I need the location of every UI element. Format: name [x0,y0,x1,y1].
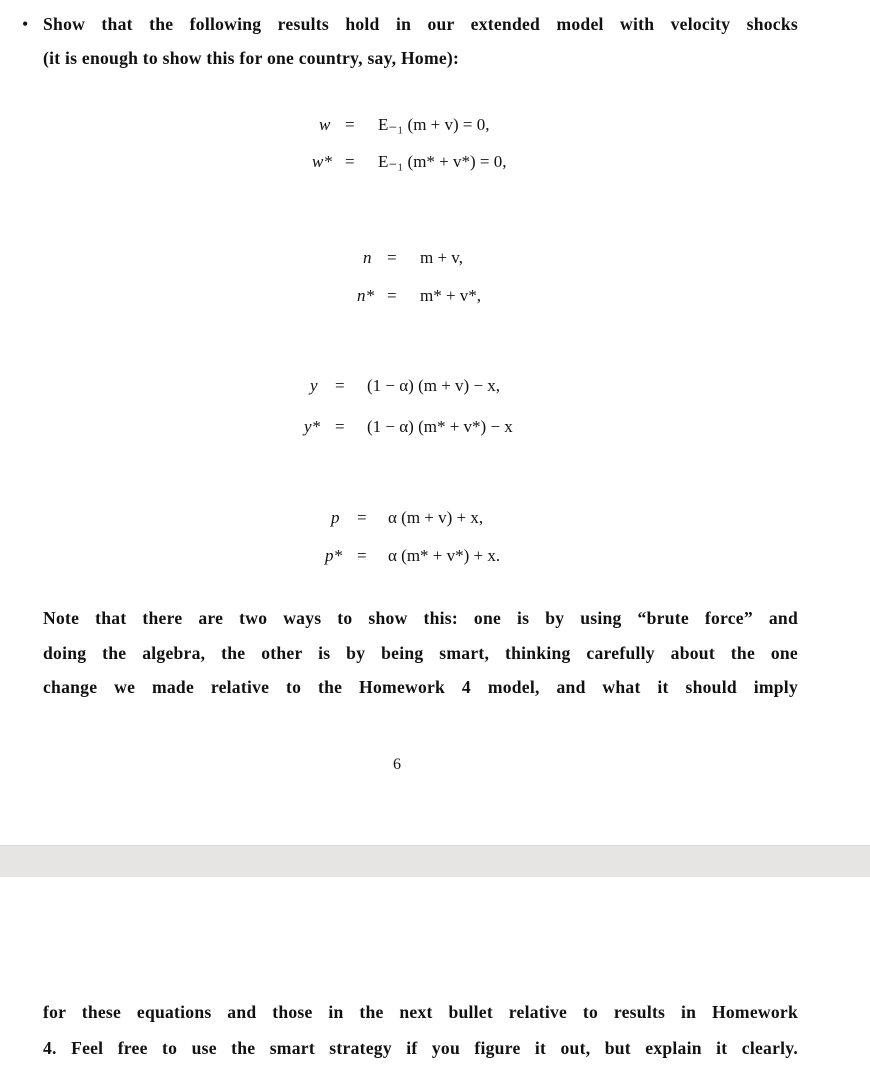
equation-lhs: w [319,115,331,134]
equation-rhs: E₋₁ (m + v) = 0, [378,115,490,134]
equation-equals: = [335,417,345,436]
bullet-marker: • [22,14,29,34]
note-line-1: Note that there are two ways to show this: one is by using “brute force” and [43,608,798,628]
page-separator [0,845,870,877]
equation-equals: = [357,546,367,565]
equation-lhs: y [310,376,318,395]
equation-equals: = [387,286,397,305]
equation-equals: = [345,115,355,134]
note-line-2: doing the algebra, the other is by being smart, thinking carefully about the one [43,643,798,663]
continued-line-2: 4. Feel free to use the smart strategy if you figure it out, but explain it clearly. [43,1038,798,1058]
equation-rhs: α (m* + v*) + x. [388,546,501,565]
continued-line-1: for these equations and those in the next bullet relative to results in Homework [43,1002,798,1022]
equation-equals: = [357,508,367,527]
equation-lhs: y* [304,417,321,436]
equation-lhs: w* [312,152,332,171]
equation-equals: = [387,248,397,267]
equation-rhs: m* + v*, [420,286,482,305]
equation-rhs: (1 − α) (m + v) − x, [367,376,501,395]
note-line-3: change we made relative to the Homework 4 model, and what it should imply [43,677,798,697]
page-number: 6 [393,756,401,773]
intro-line-1: Show that the following results hold in our extended model with velocity shocks [43,14,798,34]
equation-equals: = [335,376,345,395]
equation-lhs: n [363,248,372,267]
intro-line-2: (it is enough to show this for one country, say, Home): [43,48,460,68]
equation-lhs: p* [325,546,342,565]
equation-lhs: n* [357,286,374,305]
equation-rhs: E₋₁ (m* + v*) = 0, [378,152,507,171]
equation-rhs: α (m + v) + x, [388,508,484,527]
equation-rhs: m + v, [420,248,463,267]
equation-rhs: (1 − α) (m* + v*) − x [367,417,513,436]
equation-equals: = [345,152,355,171]
equation-lhs: p [331,508,340,527]
